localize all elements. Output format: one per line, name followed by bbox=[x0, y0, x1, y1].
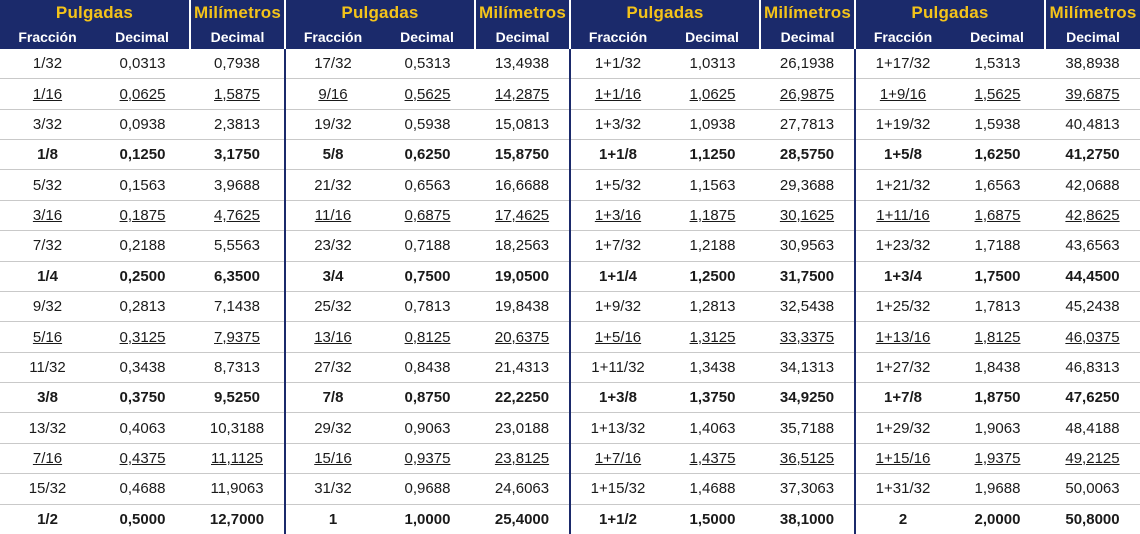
table-cell: 0,8750 bbox=[380, 383, 475, 413]
col-mm-decimal-3: Decimal bbox=[760, 25, 855, 49]
table-cell: 3,9688 bbox=[190, 170, 285, 200]
table-cell: 1,1875 bbox=[665, 200, 760, 230]
table-cell: 1,9375 bbox=[950, 443, 1045, 473]
table-cell: 6,3500 bbox=[190, 261, 285, 291]
table-cell: 1,7813 bbox=[950, 291, 1045, 321]
table-cell: 1+25/32 bbox=[855, 291, 950, 321]
table-cell: 0,1875 bbox=[95, 200, 190, 230]
table-cell: 0,7500 bbox=[380, 261, 475, 291]
table-cell: 45,2438 bbox=[1045, 291, 1140, 321]
col-fraction-1: Fracción bbox=[0, 25, 95, 49]
table-cell: 31/32 bbox=[285, 474, 380, 504]
table-cell: 0,8438 bbox=[380, 352, 475, 382]
table-row bbox=[0, 140, 1140, 170]
table-cell: 3/4 bbox=[285, 261, 380, 291]
table-cell: 0,1563 bbox=[95, 170, 190, 200]
table-cell: 1+11/32 bbox=[570, 352, 665, 382]
table-cell: 20,6375 bbox=[475, 322, 570, 352]
col-mm-decimal-1: Decimal bbox=[190, 25, 285, 49]
table-cell: 1,9688 bbox=[950, 474, 1045, 504]
table-cell: 15,0813 bbox=[475, 109, 570, 139]
table-cell: 5/8 bbox=[285, 140, 380, 170]
table-cell: 31,7500 bbox=[760, 261, 855, 291]
table-cell: 0,0625 bbox=[95, 79, 190, 109]
table-row bbox=[0, 504, 1140, 534]
table-cell: 1,8750 bbox=[950, 383, 1045, 413]
table-cell: 1,3750 bbox=[665, 383, 760, 413]
table-header bbox=[0, 0, 1140, 49]
col-fraction-3: Fracción bbox=[570, 25, 665, 49]
table-cell: 17,4625 bbox=[475, 200, 570, 230]
table-cell: 1+27/32 bbox=[855, 352, 950, 382]
table-cell: 11,1125 bbox=[190, 443, 285, 473]
table-cell: 7,9375 bbox=[190, 322, 285, 352]
table-row bbox=[0, 352, 1140, 382]
table-cell: 1+31/32 bbox=[855, 474, 950, 504]
table-row bbox=[0, 170, 1140, 200]
table-cell: 30,9563 bbox=[760, 231, 855, 261]
table-row bbox=[0, 413, 1140, 443]
col-decimal-4: Decimal bbox=[950, 25, 1045, 49]
table-cell: 1,8125 bbox=[950, 322, 1045, 352]
table-cell: 22,2250 bbox=[475, 383, 570, 413]
table-cell: 0,5313 bbox=[380, 49, 475, 79]
table-cell: 1,5938 bbox=[950, 109, 1045, 139]
table-cell: 0,9375 bbox=[380, 443, 475, 473]
table-cell: 8,7313 bbox=[190, 352, 285, 382]
table-cell: 1+1/8 bbox=[570, 140, 665, 170]
table-cell: 0,5000 bbox=[119, 510, 166, 528]
table-cell: 4,7625 bbox=[190, 200, 285, 230]
table-cell: 1,0625 bbox=[665, 79, 760, 109]
table-cell: 3/8 bbox=[0, 383, 95, 413]
table-cell: 0,2813 bbox=[95, 291, 190, 321]
header-row-columns bbox=[0, 25, 1140, 49]
table-cell: 1,2813 bbox=[665, 291, 760, 321]
table-cell: 11,9063 bbox=[190, 474, 285, 504]
table-cell: 1,0938 bbox=[665, 109, 760, 139]
table-row bbox=[0, 261, 1140, 291]
table-cell: 1,1563 bbox=[665, 170, 760, 200]
table-cell: 49,2125 bbox=[1045, 443, 1140, 473]
table-cell: 0,5625 bbox=[380, 79, 475, 109]
table-cell: 1+7/32 bbox=[570, 231, 665, 261]
table-cell: 0,8125 bbox=[380, 322, 475, 352]
table-cell: 38,1000 bbox=[760, 504, 855, 534]
table-cell: 12,7000 bbox=[190, 504, 285, 534]
table-cell: 29/32 bbox=[285, 413, 380, 443]
table-cell: 13,4938 bbox=[475, 49, 570, 79]
table-cell: 1+1/16 bbox=[570, 79, 665, 109]
col-decimal-3: Decimal bbox=[665, 25, 760, 49]
table-cell: 1,5625 bbox=[950, 79, 1045, 109]
table-cell: 15/32 bbox=[0, 474, 95, 504]
table-cell: 9/16 bbox=[285, 79, 380, 109]
table-cell: 9,5250 bbox=[190, 383, 285, 413]
table-cell: 0,7938 bbox=[190, 49, 285, 79]
table-cell: 1,9063 bbox=[950, 413, 1045, 443]
table-cell: 1+1/32 bbox=[570, 49, 665, 79]
table-cell: 19,8438 bbox=[475, 291, 570, 321]
table-cell: 1+9/16 bbox=[855, 79, 950, 109]
table-cell: 46,8313 bbox=[1045, 352, 1140, 382]
table-cell: 1+3/32 bbox=[570, 109, 665, 139]
table-cell: 19,0500 bbox=[475, 261, 570, 291]
group-3-inches-header: Pulgadas bbox=[570, 0, 760, 25]
table-cell: 7/8 bbox=[285, 383, 380, 413]
table-cell: 37,3063 bbox=[760, 474, 855, 504]
table-row bbox=[0, 443, 1140, 473]
table-cell: 1+9/32 bbox=[570, 291, 665, 321]
table-cell: 1,7188 bbox=[950, 231, 1045, 261]
table-cell: 2 bbox=[855, 504, 950, 534]
table-cell: 11/16 bbox=[285, 200, 380, 230]
table-cell: 1+15/32 bbox=[570, 474, 665, 504]
table-cell: 36,5125 bbox=[760, 443, 855, 473]
table-cell: 14,2875 bbox=[475, 79, 570, 109]
table-cell: 1,2500 bbox=[665, 261, 760, 291]
group-2-inches-header: Pulgadas bbox=[285, 0, 475, 25]
table-cell: 5/32 bbox=[0, 170, 95, 200]
table-cell: 0,4688 bbox=[95, 474, 190, 504]
table-cell: 1,3438 bbox=[665, 352, 760, 382]
table-cell: 42,0688 bbox=[1045, 170, 1140, 200]
table-cell: 1,3125 bbox=[665, 322, 760, 352]
table-cell: 1,5313 bbox=[950, 49, 1045, 79]
table-cell: 1/16 bbox=[0, 79, 95, 109]
table-cell: 29,3688 bbox=[760, 170, 855, 200]
table-cell: 1+3/4 bbox=[855, 261, 950, 291]
table-cell: 0,0313 bbox=[95, 49, 190, 79]
table-cell: 1/4 bbox=[0, 261, 95, 291]
table-row bbox=[0, 474, 1140, 504]
table-cell: 23,8125 bbox=[475, 443, 570, 473]
col-decimal-1: Decimal bbox=[95, 25, 190, 49]
table-row bbox=[0, 79, 1140, 109]
table-cell: 21,4313 bbox=[475, 352, 570, 382]
table-cell: 10,3188 bbox=[190, 413, 285, 443]
table-cell: 30,1625 bbox=[760, 200, 855, 230]
table-cell: 1+17/32 bbox=[855, 49, 950, 79]
table-row bbox=[0, 231, 1140, 261]
table-cell: 35,7188 bbox=[760, 413, 855, 443]
table-cell: 7/32 bbox=[0, 231, 95, 261]
table-cell: 1+7/16 bbox=[570, 443, 665, 473]
table-cell: 1+15/16 bbox=[855, 443, 950, 473]
table-cell: 0,3125 bbox=[95, 322, 190, 352]
table-cell: 2,3813 bbox=[190, 109, 285, 139]
table-cell: 1+11/16 bbox=[855, 200, 950, 230]
header-row-groups bbox=[0, 0, 1140, 25]
table-cell: 1,2188 bbox=[665, 231, 760, 261]
table-cell: 1+23/32 bbox=[855, 231, 950, 261]
table-cell: 50,8000 bbox=[1065, 510, 1120, 528]
table-cell: 1,4375 bbox=[665, 443, 760, 473]
table-row bbox=[0, 200, 1140, 230]
table-row bbox=[0, 49, 1140, 79]
table-cell: 48,4188 bbox=[1045, 413, 1140, 443]
table-cell: 13/32 bbox=[0, 413, 95, 443]
table-cell: 16,6688 bbox=[475, 170, 570, 200]
table-cell: 1+19/32 bbox=[855, 109, 950, 139]
table-cell: 1/8 bbox=[0, 140, 95, 170]
table-cell: 47,6250 bbox=[1045, 383, 1140, 413]
table-cell: 25/32 bbox=[285, 291, 380, 321]
table-cell: 42,8625 bbox=[1045, 200, 1140, 230]
table-cell: 1+29/32 bbox=[855, 413, 950, 443]
table-cell: 17/32 bbox=[285, 49, 380, 79]
table-cell: 1,8438 bbox=[950, 352, 1045, 382]
table-cell: 27/32 bbox=[285, 352, 380, 382]
table-row bbox=[0, 383, 1140, 413]
table-cell: 0,3438 bbox=[95, 352, 190, 382]
table-cell: 0,0938 bbox=[95, 109, 190, 139]
table-cell: 0,4063 bbox=[95, 413, 190, 443]
table-cell: 5/16 bbox=[0, 322, 95, 352]
table-cell: 7,1438 bbox=[190, 291, 285, 321]
table-cell: 1,4688 bbox=[665, 474, 760, 504]
table-cell: 1+1/2 bbox=[570, 504, 665, 534]
table-cell: 0,5938 bbox=[380, 109, 475, 139]
table-cell: 9/32 bbox=[0, 291, 95, 321]
table-cell: 15,8750 bbox=[475, 140, 570, 170]
table-cell: 5,5563 bbox=[190, 231, 285, 261]
table-cell: 24,6063 bbox=[475, 474, 570, 504]
table-cell: 1,0000 bbox=[404, 510, 451, 528]
table-cell: 0,1250 bbox=[95, 140, 190, 170]
table-cell: 15/16 bbox=[285, 443, 380, 473]
table-row bbox=[0, 322, 1140, 352]
table-cell: 50,0063 bbox=[1045, 474, 1140, 504]
group-4-mm-header: Milímetros bbox=[1045, 0, 1140, 25]
table-row bbox=[0, 291, 1140, 321]
table-cell: 1+13/16 bbox=[855, 322, 950, 352]
table-cell: 11/32 bbox=[0, 352, 95, 382]
table-cell: 1,0313 bbox=[665, 49, 760, 79]
table-cell: 1+5/32 bbox=[570, 170, 665, 200]
table-cell: 3,1750 bbox=[190, 140, 285, 170]
table-body bbox=[0, 49, 1140, 534]
table-cell: 0,6875 bbox=[380, 200, 475, 230]
table-cell: 23,0188 bbox=[475, 413, 570, 443]
group-2-mm-header: Milímetros bbox=[475, 0, 570, 25]
table-cell: 1,6875 bbox=[950, 200, 1045, 230]
table-cell: 1,4063 bbox=[665, 413, 760, 443]
table-cell: 1,5875 bbox=[190, 79, 285, 109]
col-fraction-4: Fracción bbox=[855, 25, 950, 49]
table-cell: 0,7813 bbox=[380, 291, 475, 321]
table-cell: 1,1250 bbox=[665, 140, 760, 170]
table-cell: 1+13/32 bbox=[570, 413, 665, 443]
table-cell: 0,6563 bbox=[380, 170, 475, 200]
col-fraction-2: Fracción bbox=[285, 25, 380, 49]
table-cell: 0,9688 bbox=[380, 474, 475, 504]
table-cell: 3/32 bbox=[0, 109, 95, 139]
table-cell: 34,9250 bbox=[760, 383, 855, 413]
table-cell: 1,7500 bbox=[950, 261, 1045, 291]
table-cell: 1/32 bbox=[0, 49, 95, 79]
table-cell: 1+5/8 bbox=[855, 140, 950, 170]
table-cell: 27,7813 bbox=[760, 109, 855, 139]
table-cell: 1,6563 bbox=[950, 170, 1045, 200]
table-cell: 1,5000 bbox=[689, 510, 736, 528]
table-cell: 1+7/8 bbox=[855, 383, 950, 413]
table-cell: 33,3375 bbox=[760, 322, 855, 352]
table-cell: 26,1938 bbox=[760, 49, 855, 79]
table-cell: 0,4375 bbox=[95, 443, 190, 473]
table-cell: 1/2 bbox=[37, 510, 58, 528]
table-cell: 18,2563 bbox=[475, 231, 570, 261]
table-cell: 1+1/4 bbox=[570, 261, 665, 291]
table-cell: 3/16 bbox=[0, 200, 95, 230]
group-4-inches-header: Pulgadas bbox=[855, 0, 1045, 25]
table-cell: 32,5438 bbox=[760, 291, 855, 321]
table-cell: 41,2750 bbox=[1045, 140, 1140, 170]
table-cell: 7/16 bbox=[0, 443, 95, 473]
table-cell: 46,0375 bbox=[1045, 322, 1140, 352]
table-cell: 23/32 bbox=[285, 231, 380, 261]
table-cell: 0,7188 bbox=[380, 231, 475, 261]
table-cell: 0,2188 bbox=[95, 231, 190, 261]
table-cell: 44,4500 bbox=[1045, 261, 1140, 291]
table-cell: 1+3/8 bbox=[570, 383, 665, 413]
table-cell: 19/32 bbox=[285, 109, 380, 139]
table-cell: 28,5750 bbox=[760, 140, 855, 170]
table-cell: 26,9875 bbox=[760, 79, 855, 109]
table-cell: 21/32 bbox=[285, 170, 380, 200]
table-cell: 13/16 bbox=[285, 322, 380, 352]
table-cell: 1+21/32 bbox=[855, 170, 950, 200]
table-cell: 1+5/16 bbox=[570, 322, 665, 352]
table-cell: 1 bbox=[285, 504, 380, 534]
table-cell: 38,8938 bbox=[1045, 49, 1140, 79]
col-mm-decimal-4: Decimal bbox=[1045, 25, 1140, 49]
table-cell: 40,4813 bbox=[1045, 109, 1140, 139]
table-cell: 43,6563 bbox=[1045, 231, 1140, 261]
table-cell: 0,6250 bbox=[380, 140, 475, 170]
table-cell: 0,3750 bbox=[95, 383, 190, 413]
group-1-mm-header: Milímetros bbox=[190, 0, 285, 25]
table-cell: 25,4000 bbox=[475, 504, 570, 534]
col-mm-decimal-2: Decimal bbox=[475, 25, 570, 49]
table-row bbox=[0, 109, 1140, 139]
col-decimal-2: Decimal bbox=[380, 25, 475, 49]
table-cell: 1,6250 bbox=[950, 140, 1045, 170]
table-cell: 34,1313 bbox=[760, 352, 855, 382]
group-3-mm-header: Milímetros bbox=[760, 0, 855, 25]
table-cell: 2,0000 bbox=[974, 510, 1021, 528]
group-1-inches-header: Pulgadas bbox=[0, 0, 190, 25]
table-cell: 0,2500 bbox=[95, 261, 190, 291]
table-cell: 1+3/16 bbox=[570, 200, 665, 230]
table-cell: 0,9063 bbox=[380, 413, 475, 443]
table-cell: 39,6875 bbox=[1045, 79, 1140, 109]
